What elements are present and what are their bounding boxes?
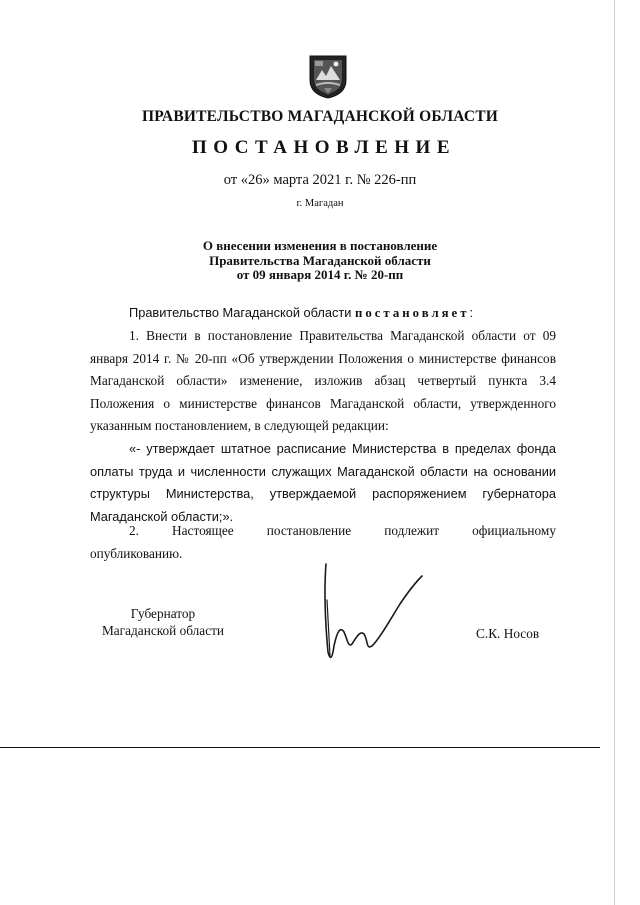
page-edge-line [614, 0, 615, 905]
subject-line: О внесении изменения в постановление [202, 238, 438, 253]
subject-line: Правительства Магаданской области [209, 252, 431, 268]
bottom-divider [0, 747, 600, 748]
item-2-paragraph [90, 520, 556, 565]
document-subject [0, 239, 640, 283]
preamble-paragraph [90, 302, 556, 325]
quoted-text-paragraph: «- утверждает штатное расписание Министерства в пределах фонда оплаты труда и численности служащих Магаданской области на основании структуры Министерства, утверждаемой распоряжением губернатора Магаданской области;». [90, 441, 556, 524]
item-2-word: Настоящее [172, 523, 234, 538]
government-title: ПРАВИТЕЛЬСТВО МАГАДАНСКОЙ ОБЛАСТИ [141, 108, 499, 125]
item-2-word: подлежит [384, 523, 440, 538]
item-2-first-line [90, 520, 556, 543]
document-city: г. Магадан [296, 198, 344, 209]
handwritten-signature [318, 560, 428, 670]
signer-title [88, 606, 238, 639]
signer-title-line: Магаданской области [101, 622, 225, 638]
preamble-tail: : [469, 305, 474, 320]
item-2-word: постановление [266, 523, 352, 538]
document-type: ПОСТАНОВЛЕНИЕ [191, 137, 457, 158]
signer-name: С.К. Носов [476, 626, 540, 641]
item-1-paragraph: 1. Внести в постановление Правительства Магаданской области от 09 января 2014 г. № 20-пп «Об утверждении Положения о министерстве финансов Магаданской области» изменение, изложив абзац четвертый пункта 3.4 Положения о министерстве финансов Магаданской области, утвержденного указанным постановлением, в следующей редакции: [90, 328, 556, 433]
item-2-word: 2. [129, 523, 139, 538]
preamble-lead: Правительство Магаданской области [129, 305, 355, 320]
item-2-tail: опубликованию. [90, 545, 183, 561]
preamble-verb: постановляет [354, 306, 470, 320]
signer-title-line: Губернатор [130, 606, 196, 621]
subject-line: от 09 января 2014 г. № 20-пп [236, 267, 404, 282]
item-2-word: официальному [472, 523, 556, 538]
document-date-number: от «26» марта 2021 г. № 226-пп [223, 172, 417, 188]
coat-of-arms-icon [306, 50, 350, 100]
